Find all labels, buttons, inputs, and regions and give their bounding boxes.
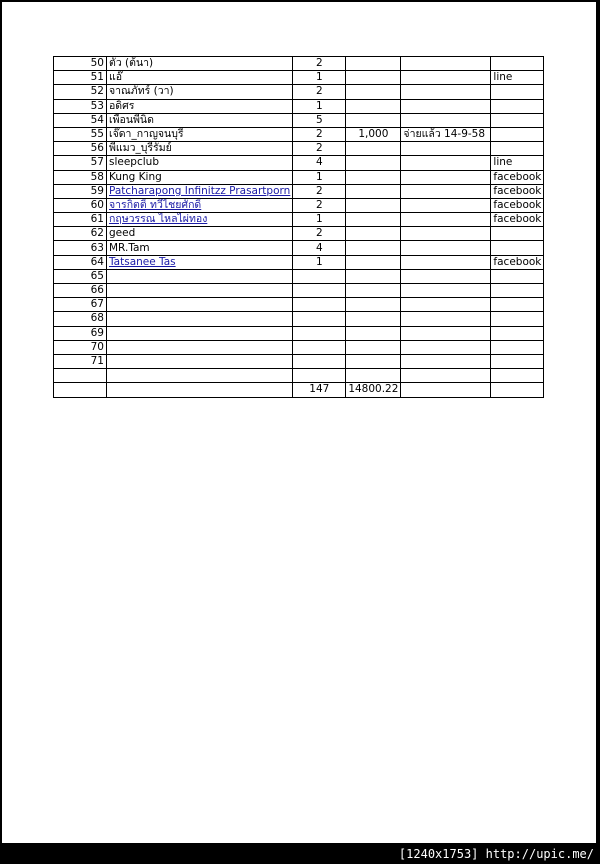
name-cell	[107, 340, 293, 354]
name-cell[interactable]: Tatsanee Tas	[107, 255, 293, 269]
quantity-cell	[293, 326, 346, 340]
quantity-cell	[293, 298, 346, 312]
channel-cell	[491, 127, 544, 141]
table-row	[54, 326, 544, 340]
row-number-cell: 59	[54, 184, 107, 198]
channel-cell: line	[491, 71, 544, 85]
order-table	[53, 56, 544, 398]
note-cell	[401, 57, 491, 71]
table-row	[54, 340, 544, 354]
name-cell	[107, 269, 293, 283]
row-number-cell: 61	[54, 213, 107, 227]
channel-cell	[491, 326, 544, 340]
quantity-cell: 5	[293, 113, 346, 127]
table-row	[54, 298, 544, 312]
name-cell	[107, 298, 293, 312]
quantity-cell: 2	[293, 85, 346, 99]
name-cell: ตัว (ต้นา)	[107, 57, 293, 71]
note-cell	[401, 198, 491, 212]
table-row	[54, 113, 544, 127]
quantity-cell	[293, 369, 346, 383]
channel-cell	[491, 312, 544, 326]
note-cell	[401, 156, 491, 170]
quantity-cell: 2	[293, 198, 346, 212]
amount-cell	[346, 213, 401, 227]
channel-cell	[491, 57, 544, 71]
quantity-cell: 1	[293, 170, 346, 184]
quantity-cell	[293, 354, 346, 368]
row-number-cell: 65	[54, 269, 107, 283]
table-row	[54, 57, 544, 71]
table-row	[54, 198, 544, 212]
name-cell: แอ๊	[107, 71, 293, 85]
quantity-cell: 2	[293, 227, 346, 241]
amount-cell	[346, 255, 401, 269]
image-size-url-label: [1240x1753] http://upic.me/	[398, 847, 594, 861]
quantity-cell: 4	[293, 241, 346, 255]
amount-cell	[346, 184, 401, 198]
channel-cell: facebook	[491, 170, 544, 184]
name-cell	[107, 326, 293, 340]
name-cell: พี่แมว_บุรีรัมย์	[107, 142, 293, 156]
amount-cell	[346, 354, 401, 368]
row-number-cell: 53	[54, 99, 107, 113]
note-cell	[401, 369, 491, 383]
row-number-cell: 57	[54, 156, 107, 170]
row-number-cell: 51	[54, 71, 107, 85]
quantity-cell	[293, 284, 346, 298]
name-cell	[107, 312, 293, 326]
table-row	[54, 99, 544, 113]
row-number-cell: 55	[54, 127, 107, 141]
note-cell	[401, 184, 491, 198]
row-number-cell: 64	[54, 255, 107, 269]
amount-cell	[346, 269, 401, 283]
channel-cell	[491, 269, 544, 283]
note-cell	[401, 284, 491, 298]
amount-cell	[346, 369, 401, 383]
channel-cell	[491, 241, 544, 255]
row-number-cell	[54, 369, 107, 383]
channel-cell	[491, 354, 544, 368]
name-cell	[107, 284, 293, 298]
name-cell	[107, 369, 293, 383]
note-cell	[401, 170, 491, 184]
total-note-cell	[401, 383, 491, 397]
table-row	[54, 156, 544, 170]
row-number-cell: 66	[54, 284, 107, 298]
name-cell: geed	[107, 227, 293, 241]
note-cell: จ่ายแล้ว 14-9-58	[401, 127, 491, 141]
amount-cell	[346, 113, 401, 127]
note-cell	[401, 213, 491, 227]
row-number-cell: 69	[54, 326, 107, 340]
channel-cell	[491, 284, 544, 298]
amount-cell	[346, 227, 401, 241]
total-channel-cell	[491, 383, 544, 397]
row-number-cell: 54	[54, 113, 107, 127]
name-cell: Kung King	[107, 170, 293, 184]
table-row	[54, 85, 544, 99]
note-cell	[401, 298, 491, 312]
quantity-cell	[293, 269, 346, 283]
amount-cell	[346, 241, 401, 255]
row-number-cell: 68	[54, 312, 107, 326]
note-cell	[401, 113, 491, 127]
amount-cell	[346, 340, 401, 354]
name-cell: อดิศร	[107, 99, 293, 113]
quantity-cell: 1	[293, 255, 346, 269]
amount-cell	[346, 170, 401, 184]
footer-strip	[0, 843, 600, 864]
note-cell	[401, 99, 491, 113]
quantity-cell: 2	[293, 127, 346, 141]
amount-cell: 1,000	[346, 127, 401, 141]
note-cell	[401, 269, 491, 283]
row-number-cell: 58	[54, 170, 107, 184]
totals-row	[54, 383, 544, 397]
row-number-cell: 63	[54, 241, 107, 255]
row-number-cell: 62	[54, 227, 107, 241]
channel-cell	[491, 99, 544, 113]
note-cell	[401, 326, 491, 340]
name-cell: เพื่อนพี่นิด	[107, 113, 293, 127]
row-number-cell: 70	[54, 340, 107, 354]
quantity-cell	[293, 340, 346, 354]
channel-cell	[491, 340, 544, 354]
quantity-cell: 2	[293, 184, 346, 198]
amount-cell	[346, 326, 401, 340]
channel-cell	[491, 85, 544, 99]
total-name-cell	[107, 383, 293, 397]
channel-cell: facebook	[491, 255, 544, 269]
amount-cell	[346, 298, 401, 312]
amount-cell	[346, 99, 401, 113]
channel-cell: facebook	[491, 213, 544, 227]
amount-cell	[346, 142, 401, 156]
row-number-cell: 52	[54, 85, 107, 99]
table-row	[54, 269, 544, 283]
name-cell: sleepclub	[107, 156, 293, 170]
document-page	[2, 2, 596, 843]
table-row	[54, 284, 544, 298]
order-table-body	[54, 57, 544, 398]
table-row	[54, 213, 544, 227]
amount-cell	[346, 312, 401, 326]
row-number-cell: 67	[54, 298, 107, 312]
row-number-cell: 50	[54, 57, 107, 71]
note-cell	[401, 241, 491, 255]
table-row	[54, 312, 544, 326]
quantity-cell: 4	[293, 156, 346, 170]
note-cell	[401, 312, 491, 326]
table-row	[54, 369, 544, 383]
note-cell	[401, 340, 491, 354]
row-number-cell: 60	[54, 198, 107, 212]
channel-cell	[491, 142, 544, 156]
channel-cell	[491, 369, 544, 383]
total-row-number-cell	[54, 383, 107, 397]
table-row	[54, 170, 544, 184]
table-row	[54, 255, 544, 269]
note-cell	[401, 227, 491, 241]
channel-cell	[491, 298, 544, 312]
amount-cell	[346, 156, 401, 170]
note-cell	[401, 71, 491, 85]
name-cell[interactable]: กฤษวรรณ ไหลไผ่ทอง	[107, 213, 293, 227]
channel-cell: line	[491, 156, 544, 170]
channel-cell	[491, 113, 544, 127]
table-row	[54, 354, 544, 368]
quantity-cell: 1	[293, 99, 346, 113]
quantity-cell: 2	[293, 57, 346, 71]
amount-cell	[346, 71, 401, 85]
name-cell: จาณภัทร์ (วา)	[107, 85, 293, 99]
name-cell[interactable]: จารกิตติ์ ทวีไชยศักดิ์	[107, 198, 293, 212]
note-cell	[401, 142, 491, 156]
table-row	[54, 184, 544, 198]
row-number-cell: 56	[54, 142, 107, 156]
name-cell: เจ๊ดา_กาญจนบุรี	[107, 127, 293, 141]
total-amount-cell: 14800.22	[346, 383, 401, 397]
table-row	[54, 142, 544, 156]
amount-cell	[346, 57, 401, 71]
note-cell	[401, 85, 491, 99]
name-cell[interactable]: Patcharapong Infinitzz Prasartporn	[107, 184, 293, 198]
table-row	[54, 127, 544, 141]
table-row	[54, 227, 544, 241]
note-cell	[401, 255, 491, 269]
quantity-cell	[293, 312, 346, 326]
amount-cell	[346, 284, 401, 298]
channel-cell: facebook	[491, 198, 544, 212]
quantity-cell: 1	[293, 71, 346, 85]
name-cell: MR.Tam	[107, 241, 293, 255]
note-cell	[401, 354, 491, 368]
table-row	[54, 71, 544, 85]
total-quantity-cell: 147	[293, 383, 346, 397]
quantity-cell: 1	[293, 213, 346, 227]
amount-cell	[346, 198, 401, 212]
channel-cell	[491, 227, 544, 241]
table-row	[54, 241, 544, 255]
channel-cell: facebook	[491, 184, 544, 198]
amount-cell	[346, 85, 401, 99]
row-number-cell: 71	[54, 354, 107, 368]
quantity-cell: 2	[293, 142, 346, 156]
name-cell	[107, 354, 293, 368]
